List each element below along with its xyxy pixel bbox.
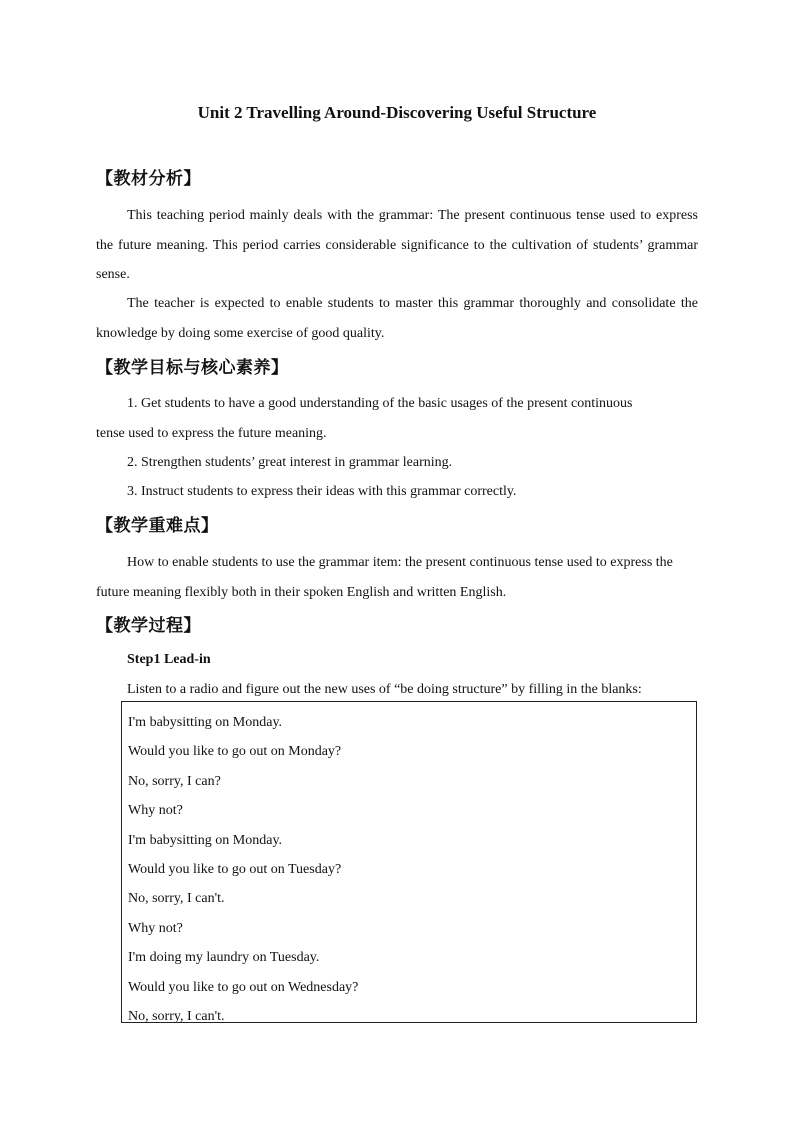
heading-objectives: 【教学目标与核心素养】: [96, 358, 289, 378]
heading-key-points: 【教学重难点】: [96, 516, 219, 536]
dialogue-list: [122, 702, 696, 1023]
objective-item-1: 1. Get students to have a good understanding of the basic usages of the present continuous tense used to express the future meaning.: [96, 396, 633, 441]
analysis-paragraph-1: This teaching period mainly deals with the grammar: The present continuous tense used to express the future meaning. This period carries considerable significance to the cultivation of students’ grammar sense.: [96, 208, 698, 282]
dialogue-line: Would you like to go out on Monday?: [128, 744, 342, 760]
step-instruction: Listen to a radio and figure out the new uses of “be doing structure” by filling in the blanks:: [127, 682, 642, 697]
document-title: Unit 2 Travelling Around-Discovering Useful Structure: [197, 103, 597, 122]
dialogue-line: I'm babysitting on Monday.: [128, 715, 283, 730]
heading-process: 【教学过程】: [96, 616, 201, 636]
dialogue-line: No, sorry, I can?: [128, 773, 221, 789]
dialogue-line: I'm babysitting on Monday.: [128, 832, 283, 848]
dialogue-line: Why not?: [128, 920, 183, 936]
heading-analysis: 【教材分析】: [96, 169, 201, 189]
dialogue-line: Would you like to go out on Wednesday?: [128, 979, 359, 995]
dialogue-line: Would you like to go out on Tuesday?: [128, 861, 342, 877]
dialogue-line: No, sorry, I can't.: [128, 1008, 225, 1023]
key-points-paragraph: How to enable students to use the grammar item: the present continuous tense used to express the future meaning flexibly both in their spoken English and written English.: [96, 555, 673, 600]
dialogue-line: Why not?: [128, 803, 183, 819]
objective-item-2: 2. Strengthen students’ great interest in grammar learning.: [127, 455, 453, 470]
objective-item-3: 3. Instruct students to express their ideas with this grammar correctly.: [127, 484, 517, 499]
dialogue-line: I'm doing my laundry on Tuesday.: [128, 950, 320, 966]
analysis-paragraph-2: The teacher is expected to enable students to master this grammar thoroughly and consolidate the knowledge by doing some exercise of good quality.: [96, 296, 698, 341]
dialogue-box: [121, 701, 697, 1023]
step-title: Step1 Lead-in: [127, 652, 211, 667]
dialogue-line: No, sorry, I can't.: [128, 891, 225, 907]
